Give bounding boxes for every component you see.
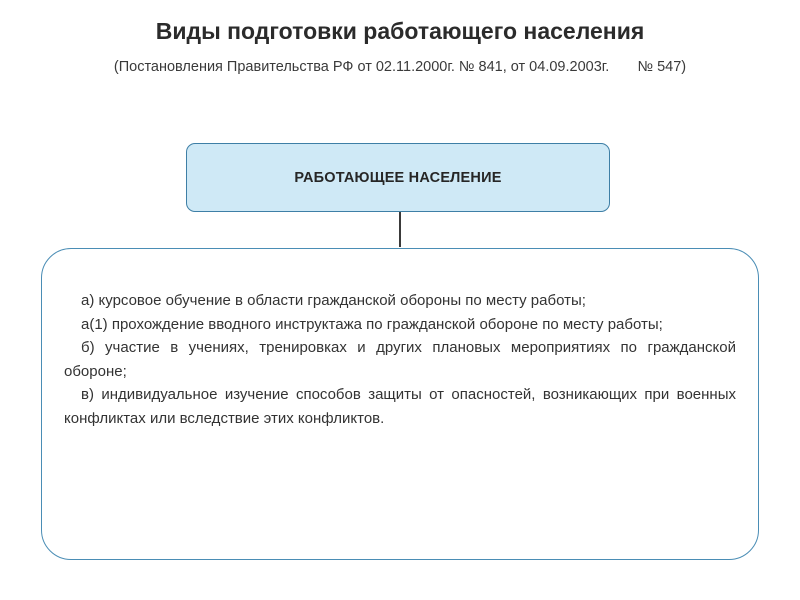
training-item-a: а) курсовое обучение в области гражданской обороны по месту работы; bbox=[81, 292, 586, 309]
training-types-list bbox=[64, 289, 736, 431]
training-types-box bbox=[41, 248, 759, 560]
working-population-label: РАБОТАЮЩЕЕ НАСЕЛЕНИЕ bbox=[294, 169, 502, 186]
training-item-b: б) участие в учениях, тренировках и других плановых мероприятиях по гражданской обороне; bbox=[64, 339, 736, 380]
training-item-a1: а(1) прохождение вводного инструктажа по гражданской обороне по месту работы; bbox=[81, 315, 663, 333]
page-title: Виды подготовки работающего населения bbox=[155, 18, 645, 44]
training-item-v: в) индивидуальное изучение способов защиты от опасностей, возникающих при военных конфликтах или вследствие этих конфликтов. bbox=[64, 386, 736, 427]
connector-line bbox=[399, 212, 401, 247]
page-subtitle: (Постановления Правительства РФ от 02.11.2000г. № 841, от 04.09.2003г. № 547) bbox=[113, 59, 687, 75]
working-population-box bbox=[186, 143, 610, 212]
